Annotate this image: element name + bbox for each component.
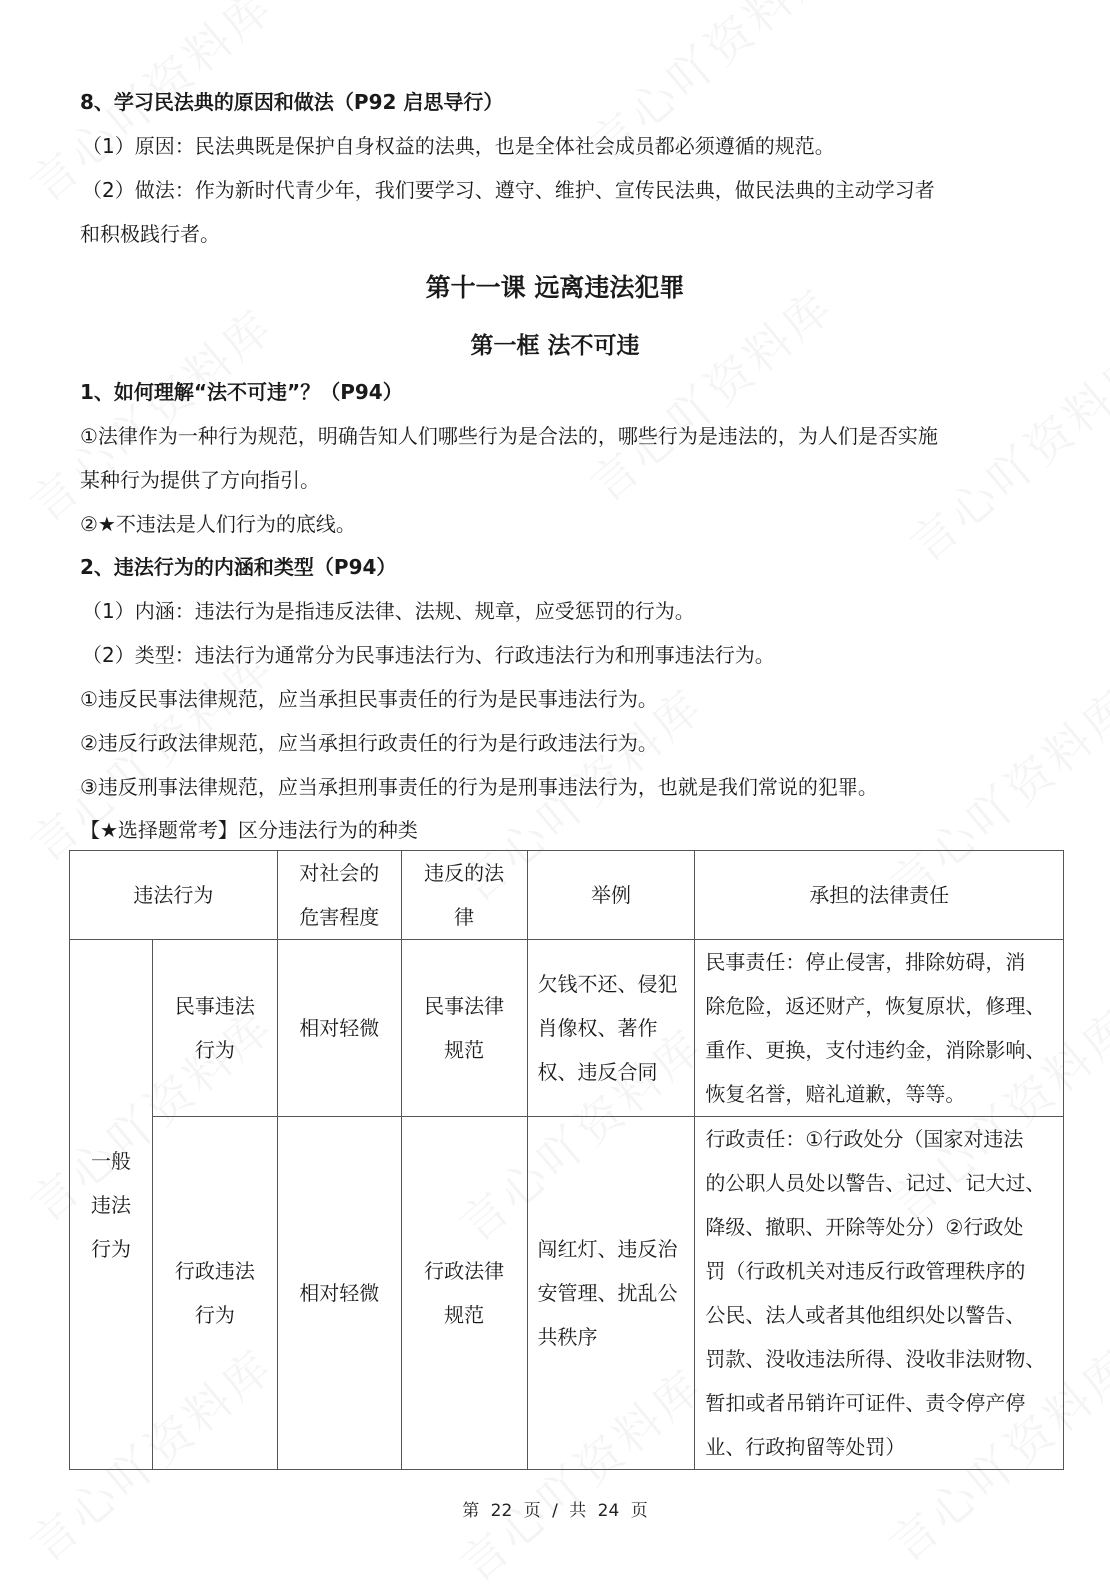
cell-liability: 民事责任：停止侵害，排除妨碍，消 除危险，返还财产，恢复原状，修理、 重作、更换，支付违约金，消除影响、 恢复名誉，赔礼道歉，等等。	[695, 940, 1064, 1117]
cell-type: 民事违法 行为	[152, 940, 277, 1117]
header-liability: 承担的法律责任	[695, 851, 1064, 940]
cell-law: 行政法律 规范	[401, 1117, 527, 1470]
frame-title: 第一框 法不可违	[470, 333, 640, 359]
header-harm: 对社会的 危害程度	[277, 851, 401, 940]
table-row-civil	[70, 940, 1064, 1117]
section8-method: （2）做法：作为新时代青少年，我们要学习、遵守、维护、宣传民法典，做民法典的主动学习者	[82, 178, 935, 202]
section8-heading: 8、学习民法典的原因和做法（P92 启思导行）	[80, 90, 504, 114]
q2-types: （2）类型：违法行为通常分为民事违法行为、行政违法行为和刑事违法行为。	[82, 643, 775, 667]
cell-harm: 相对轻微	[277, 1117, 401, 1470]
q1-point1-cont: 某种行为提供了方向指引。	[80, 468, 320, 492]
q2-type1: ①违反民事法律规范，应当承担民事责任的行为是民事违法行为。	[80, 687, 658, 711]
q2-heading: 2、违法行为的内涵和类型（P94）	[80, 555, 397, 579]
header-example: 举例	[527, 851, 695, 940]
cell-liability: 行政责任：①行政处分（国家对违法 的公职人员处以警告、记过、记大过、 降级、撤职、开除等处分）②行政处 罚（行政机关对违反行政管理秩序的 公民、法人或者其他组织处以警告、 罚款、没收违法所得、没收非法财物、 暂扣或者吊销许可证件、责令停产停 业、行政拘留等处罚）	[695, 1117, 1064, 1470]
table-row-administrative	[70, 1117, 1064, 1470]
table-caption: 【★选择题常考】区分违法行为的种类	[80, 818, 418, 842]
cell-harm: 相对轻微	[277, 940, 401, 1117]
lesson-title: 第十一课 远离违法犯罪	[425, 273, 685, 302]
page-footer: 第 22 页 / 共 24 页	[462, 1501, 648, 1521]
q2-type2: ②违反行政法律规范，应当承担行政责任的行为是行政违法行为。	[80, 731, 658, 755]
q1-heading: 1、如何理解“法不可违”？（P94）	[80, 380, 403, 404]
cell-type: 行政违法 行为	[152, 1117, 277, 1470]
q2-type3: ③违反刑事法律规范，应当承担刑事责任的行为是刑事违法行为，也就是我们常说的犯罪。	[80, 775, 878, 799]
section8-method-cont: 和积极践行者。	[80, 222, 220, 246]
cell-law: 民事法律 规范	[401, 940, 527, 1117]
cell-example: 欠钱不还、侵犯 肖像权、著作 权、违反合同	[527, 940, 695, 1117]
header-behavior: 违法行为	[70, 851, 278, 940]
cell-example: 闯红灯、违反治 安管理、扰乱公 共秩序	[527, 1117, 695, 1470]
violation-types-table	[69, 850, 1064, 1470]
q2-meaning: （1）内涵：违法行为是指违反法律、法规、规章，应受惩罚的行为。	[82, 599, 695, 623]
q1-point2: ②★不违法是人们行为的底线。	[80, 512, 356, 536]
header-law: 违反的法 律	[401, 851, 527, 940]
section8-reason: （1）原因：民法典既是保护自身权益的法典，也是全体社会成员都必须遵循的规范。	[82, 134, 835, 158]
q1-point1: ①法律作为一种行为规范，明确告知人们哪些行为是合法的，哪些行为是违法的，为人们是否实施	[80, 424, 938, 448]
table-header-row	[70, 851, 1064, 940]
group-label-general: 一般 违法 行为	[70, 940, 153, 1470]
